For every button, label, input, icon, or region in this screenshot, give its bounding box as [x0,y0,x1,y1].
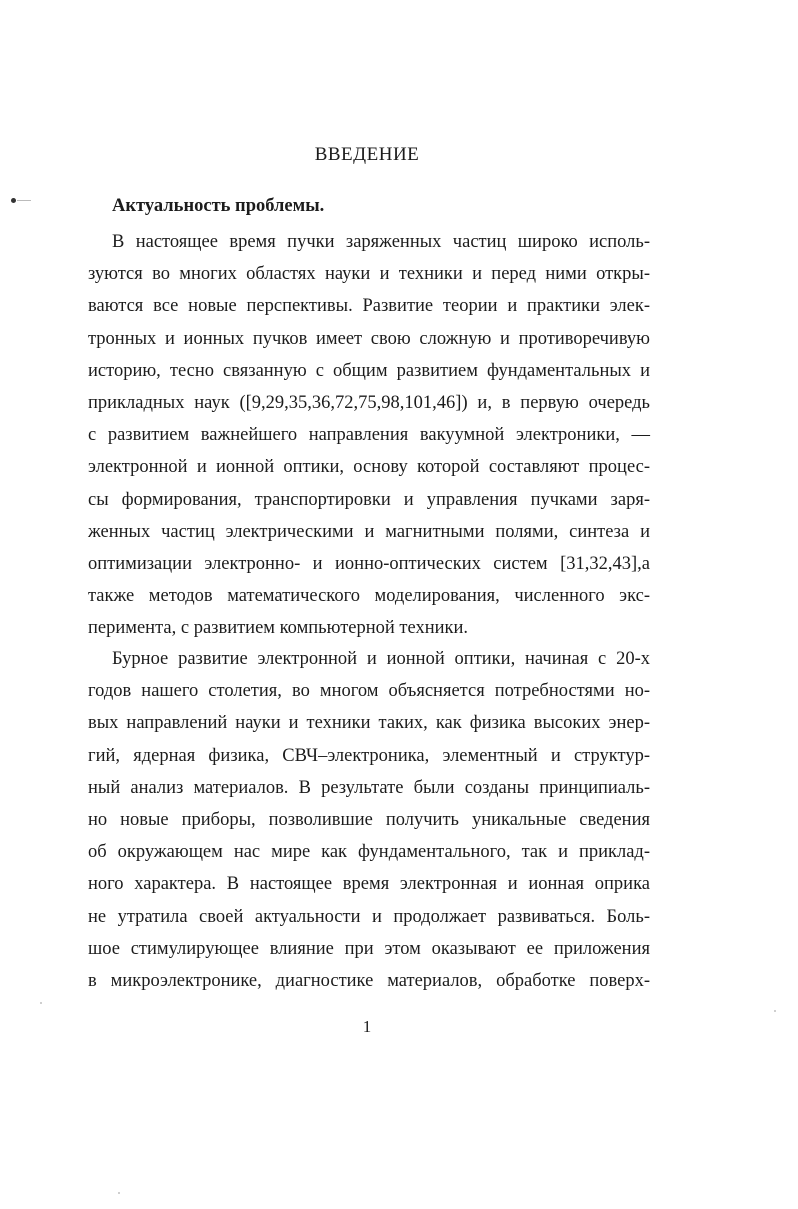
text-line: зуются во многих областях науки и техники и перед ними откры- [88,264,650,285]
text-line: перимента, с развитием компьютерной техники. [88,618,469,639]
page-number: 1 [362,1017,372,1036]
scan-speck [11,198,16,203]
text-line: прикладных наук ([9,29,35,36,72,75,98,101,46]) и, в первую очередь [88,392,650,413]
section-subheading: Актуальность проблемы. [112,196,325,216]
page-heading: ВВЕДЕНИЕ [314,144,420,165]
text-line: но новые приборы, позволившие получить уникальные сведения [88,809,650,830]
paragraph-1 [88,226,650,644]
scan-speck-trail [17,200,31,201]
scan-noise-mark [118,1192,120,1194]
text-line: не утратила своей актуальности и продолжает развиваться. Боль- [88,906,650,927]
text-line: оптимизации электронно- и ионно-оптических систем [31,32,43],а [88,553,650,574]
text-line: В настоящее время пучки заряженных частиц широко исполь- [112,232,650,252]
text-line: ный анализ материалов. В результате были созданы принципиаль- [88,777,650,798]
text-line: тронных и ионных пучков имеет свою сложную и противоречивую [88,328,650,349]
text-line: историю, тесно связанную с общим развитием фундаментальных и [88,360,650,381]
text-line: также методов математического моделирования, численного экс- [88,586,650,607]
text-line: об окружающем нас мире как фундаментального, так и приклад- [88,842,650,863]
scan-noise-mark [774,1010,776,1012]
text-line: годов нашего столетия, во многом объясняется потребностями но- [88,681,650,702]
text-line: в микроэлектронике, диагностике материалов, обработке поверх- [88,970,650,991]
text-line: электронной и ионной оптики, основу которой составляют процес- [88,457,650,478]
paragraph-2 [88,643,650,997]
text-line: с развитием важнейшего направления вакуумной электроники, — [88,425,650,446]
text-line: ного характера. В настоящее время электронная и ионная оприка [88,874,650,895]
text-line: женных частиц электрическими и магнитными полями, синтеза и [88,521,650,542]
scan-noise-mark [40,1002,42,1004]
text-line: сы формирования, транспортировки и управления пучками заря- [88,489,650,510]
text-line: вых направлений науки и техники таких, как физика высоких энер- [88,713,650,734]
text-line: шое стимулирующее влияние при этом оказывают ее приложения [88,938,650,959]
text-line: ваются все новые перспективы. Развитие теории и практики элек- [88,296,650,317]
text-line: Бурное развитие электронной и ионной оптики, начиная с 20-х [112,649,650,669]
text-line: гий, ядерная физика, СВЧ–электроника, элементный и структур- [88,745,650,766]
